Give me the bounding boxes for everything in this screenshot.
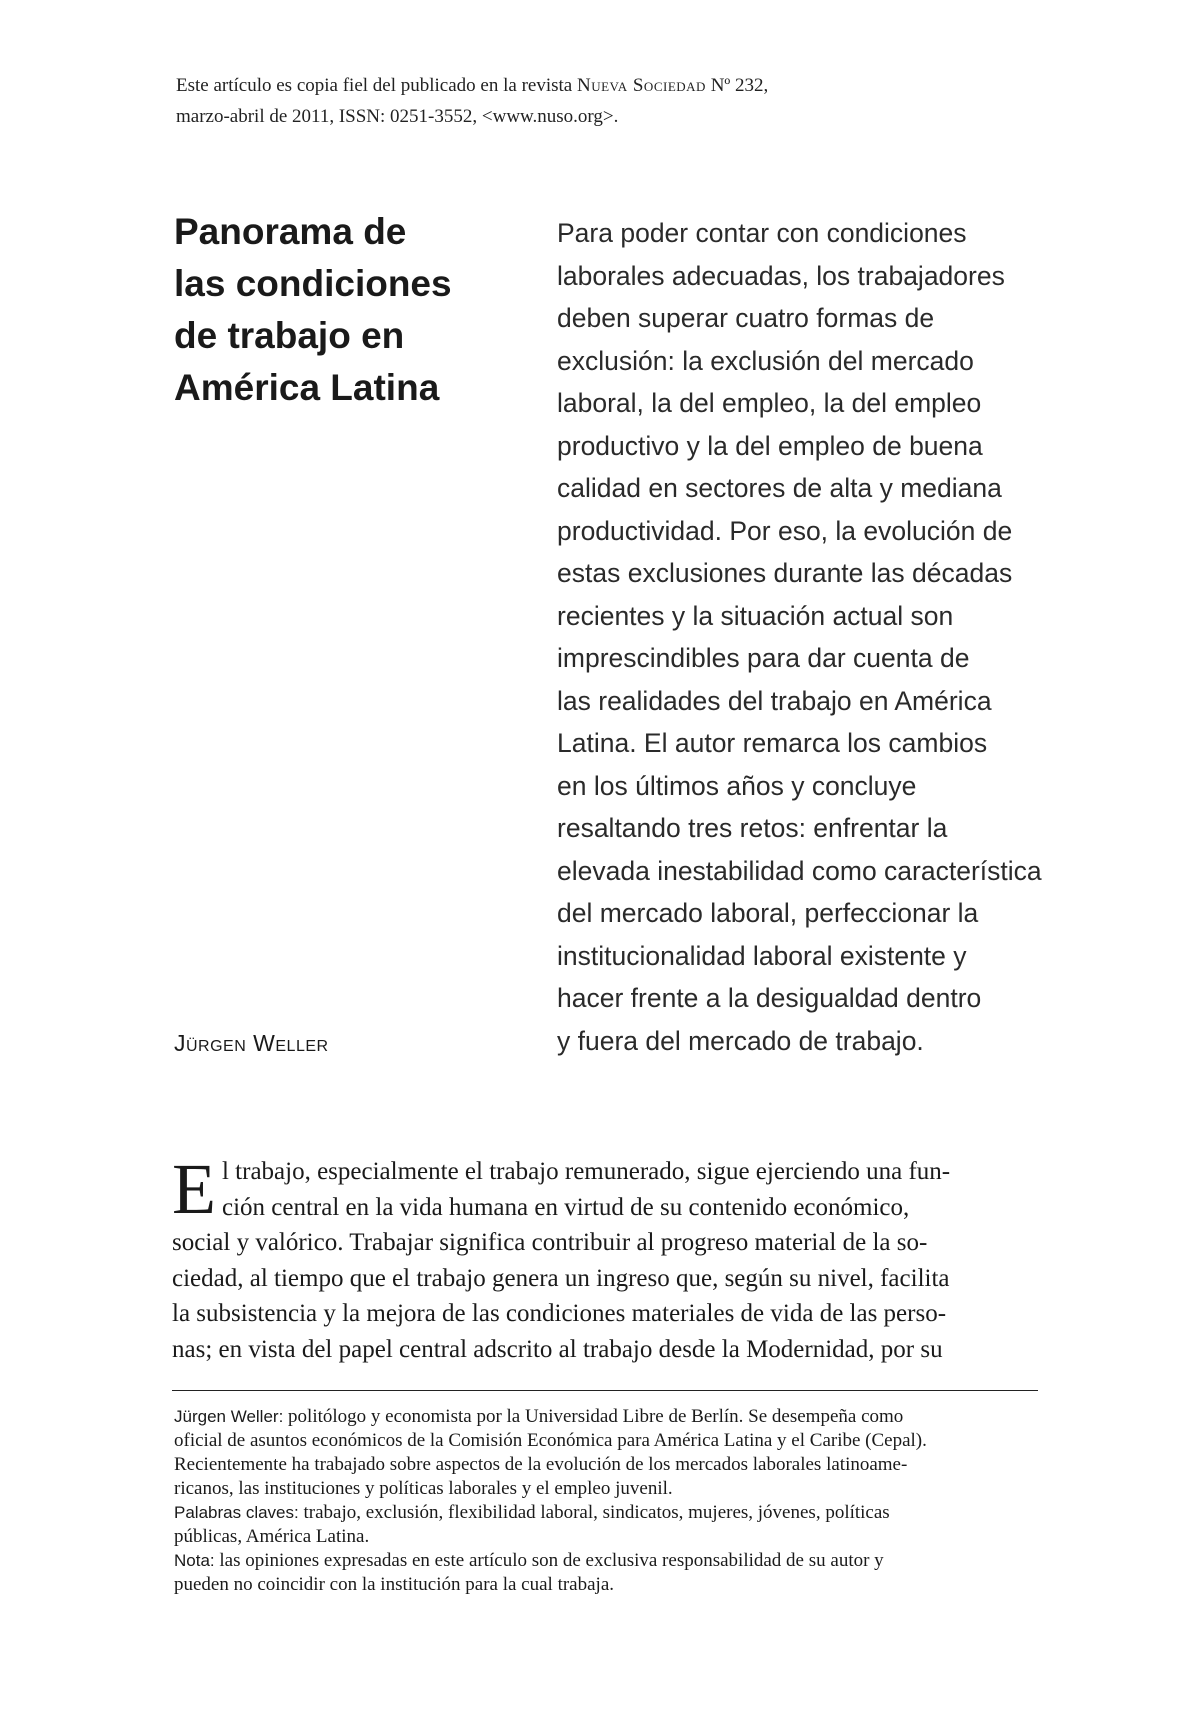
abstract-line: recientes y la situación actual son: [557, 600, 954, 631]
footnote-divider: [172, 1390, 1038, 1391]
abstract-line: institucionalidad laboral existente y: [557, 940, 967, 971]
author-note-line: oficial de asuntos económicos de la Comisión Económica para América Latina y el Caribe (Cepal).: [174, 1430, 927, 1451]
author-note-line: ricanos, las instituciones y políticas laborales y el empleo juvenil.: [174, 1478, 673, 1499]
body-line: social y valórico. Trabajar significa contribuir al progreso material de la so-: [172, 1229, 928, 1256]
body-line: ción central en la vida humana en virtud de su contenido económico,: [221, 1193, 910, 1221]
disclaimer-line: Nota: las opiniones expresadas en este artículo son de exclusiva responsabilidad de su autor y: [174, 1550, 884, 1571]
abstract-line: productividad. Por eso, la evolución de: [557, 515, 1013, 546]
disclaimer-line: pueden no coincidir con la institución para la cual trabaja.: [174, 1574, 614, 1595]
title-line: América Latina: [174, 367, 440, 408]
keywords-label: Palabras claves:: [174, 1503, 299, 1522]
title-line: de trabajo en: [174, 315, 405, 356]
body-line: l trabajo, especialmente el trabajo remunerado, sigue ejerciendo una fun-: [221, 1158, 951, 1185]
abstract-line: las realidades del trabajo en América: [557, 685, 992, 716]
abstract-line: calidad en sectores de alta y mediana: [557, 473, 1002, 503]
drop-cap: E: [172, 1149, 216, 1229]
publication-note-line-2: marzo-abril de 2011, ISSN: 0251-3552, <www.nuso.org>.: [176, 106, 619, 127]
title-line: Panorama de: [174, 211, 407, 252]
abstract-line: Latina. El autor remarca los cambios: [557, 728, 988, 758]
author-note-line: Recientemente ha trabajado sobre aspectos de la evolución de los mercados laborales latinoame-: [174, 1454, 908, 1475]
author-note-label: Jürgen Weller:: [174, 1407, 284, 1426]
body-text: [172, 1149, 1038, 1367]
abstract-line: deben superar cuatro formas de: [557, 303, 935, 333]
publication-note-line-1: Este artículo es copia fiel del publicado en la revista Nueva Sociedad Nº 232,: [176, 75, 769, 96]
article-author: Jürgen Weller: [174, 1030, 329, 1056]
abstract-line: en los últimos años y concluye: [557, 770, 917, 801]
keywords-line: Palabras claves: trabajo, exclusión, flexibilidad laboral, sindicatos, mujeres, jóvenes, políticas: [174, 1502, 890, 1523]
abstract-line: y fuera del mercado de trabajo.: [557, 1025, 924, 1056]
abstract-line: Para poder contar con condiciones: [557, 218, 967, 248]
abstract-line: elevada inestabilidad como característica: [557, 855, 1042, 886]
article-title: [174, 206, 514, 414]
footnotes: [174, 1405, 1040, 1597]
journal-name: Nueva Sociedad: [576, 75, 706, 96]
abstract-line: laborales adecuadas, los trabajadores: [557, 260, 1005, 291]
body-line: ciedad, al tiempo que el trabajo genera un ingreso que, según su nivel, facilita: [172, 1264, 950, 1292]
abstract-line: laboral, la del empleo, la del empleo: [557, 388, 982, 418]
abstract-line: imprescindibles para dar cuenta de: [557, 643, 970, 673]
body-line: la subsistencia y la mejora de las condiciones materiales de vida de las perso-: [172, 1300, 947, 1327]
abstract-line: exclusión: la exclusión del mercado: [557, 345, 974, 376]
abstract-line: estas exclusiones durante las décadas: [557, 558, 1013, 588]
title-line: las condiciones: [174, 263, 452, 304]
disclaimer-label: Nota:: [174, 1551, 215, 1570]
abstract-line: del mercado laboral, perfeccionar la: [557, 898, 979, 928]
author-note-line: Jürgen Weller: politólogo y economista por la Universidad Libre de Berlín. Se desempeña como: [174, 1406, 904, 1427]
abstract-line: hacer frente a la desigualdad dentro: [557, 983, 982, 1013]
abstract-line: productivo y la del empleo de buena: [557, 430, 983, 461]
article-abstract: [557, 212, 1077, 1062]
abstract-line: resaltando tres retos: enfrentar la: [557, 813, 948, 843]
keywords-line: públicas, América Latina.: [174, 1526, 370, 1547]
publication-note: [176, 70, 936, 132]
body-line: nas; en vista del papel central adscrito al trabajo desde la Modernidad, por su: [172, 1335, 943, 1363]
